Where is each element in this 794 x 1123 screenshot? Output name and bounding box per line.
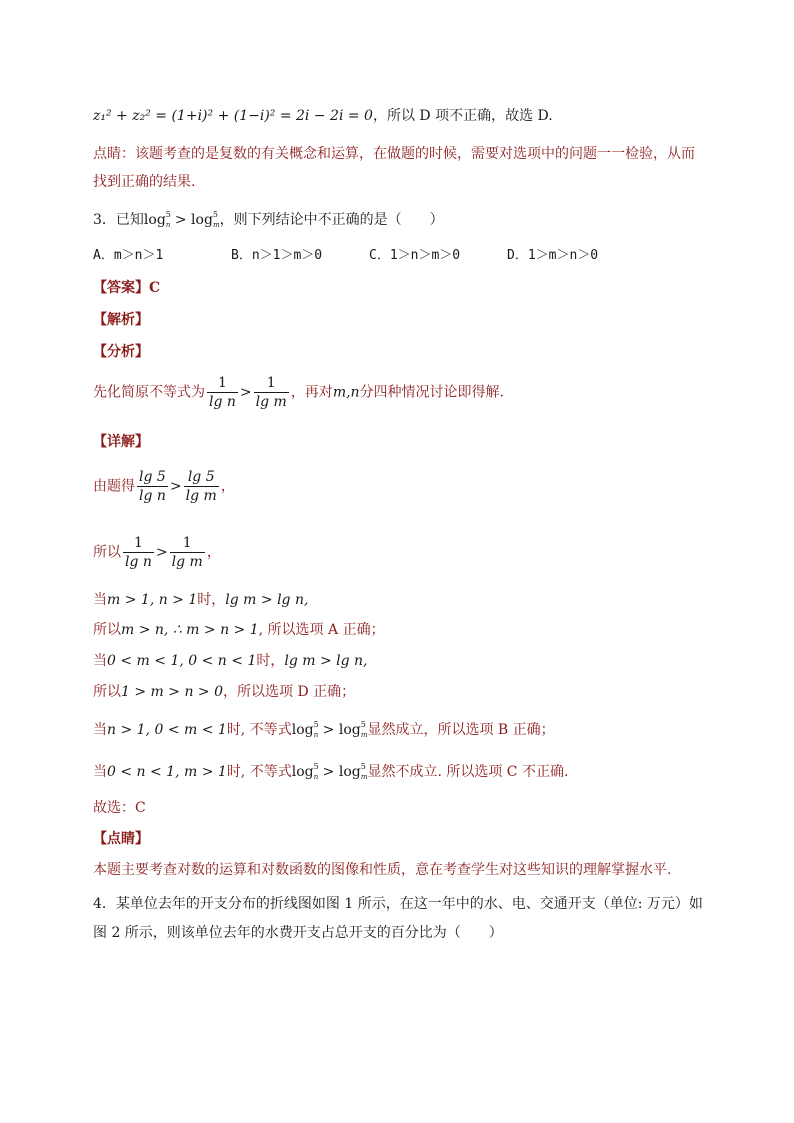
d8-log-m: $\log^5_m$ bbox=[338, 762, 368, 781]
gt-sign: > bbox=[239, 384, 252, 401]
d6-res: 1 > m > n > 0 bbox=[121, 684, 223, 700]
d6-prefix: 所以 bbox=[93, 684, 121, 700]
d3-cond: m > 1, n > 1 bbox=[107, 592, 198, 608]
d1-gt: > bbox=[169, 478, 182, 495]
d8-log-n: $\log^5_n$ bbox=[291, 762, 319, 781]
detail-7 bbox=[93, 720, 555, 742]
q4-line-2: 图 2 所示，则该单位去年的水费开支占总开支的百分比为（ ） bbox=[93, 925, 503, 941]
d3-prefix: 当 bbox=[93, 592, 107, 608]
d5-shi: 时， bbox=[256, 653, 285, 669]
xiangjie-label: 【详解】 bbox=[93, 434, 149, 450]
option-d: D．1＞m＞n＞0 bbox=[507, 248, 599, 263]
fraction-lg5-over-lgn: $\frac{\lg 5}{\text{lg n}}$ bbox=[139, 469, 166, 504]
detail-5 bbox=[93, 651, 368, 671]
d8-cond: 0 < n < 1, m > 1 bbox=[107, 764, 227, 780]
d4-res: m > n, ∴ m > n > 1 bbox=[121, 622, 259, 638]
detail-8 bbox=[93, 762, 568, 784]
detail-2 bbox=[93, 534, 221, 571]
d7-shi: 时, 不等式 bbox=[226, 722, 292, 738]
fenxi-text bbox=[93, 374, 504, 411]
option-a: A．m＞n＞1 bbox=[93, 248, 164, 263]
d7-suffix: 显然成立，所以选项 B 正确； bbox=[367, 722, 555, 738]
fraction-lg5-over-lgm: $\frac{\lg 5}{\text{lg m}}$ bbox=[185, 469, 217, 504]
d7-log-m: $\log^5_m$ bbox=[338, 720, 368, 739]
d8-prefix: 当 bbox=[93, 764, 107, 780]
d7-cond: n > 1, 0 < m < 1 bbox=[107, 722, 227, 738]
d4-suffix: , 所以选项 A 正确； bbox=[258, 622, 385, 638]
d2-suffix: ， bbox=[206, 544, 221, 561]
fenxi-label: 【分析】 bbox=[93, 344, 149, 360]
dianjing-line-1: 点睛：该题考查的是复数的有关概念和运算，在做题的时候，需要对选项中的问题一一检验，从而 bbox=[93, 146, 695, 162]
q3-suffix: ，则下列结论中不正确的是（ ） bbox=[219, 212, 444, 228]
fraction-1-over-lgn: $\frac{1}{\text{lg n}}$ bbox=[209, 375, 236, 410]
d5-res: lg m > lg n, bbox=[284, 653, 368, 669]
question-3 bbox=[93, 210, 444, 232]
q3-gt: > bbox=[174, 212, 187, 228]
fenxi-vars: m,n bbox=[332, 384, 360, 401]
d7-log-n: $\log^5_n$ bbox=[291, 720, 319, 739]
fraction-d2-right: $\frac{1}{\text{lg m}}$ bbox=[171, 535, 203, 570]
d4-prefix: 所以 bbox=[93, 622, 121, 638]
fraction-d2-left: $\frac{1}{\text{lg n}}$ bbox=[125, 535, 152, 570]
dianjing2-text: 本题主要考查对数的运算和对数函数的图像和性质，意在考查学生对这些知识的理解掌握水平. bbox=[93, 862, 672, 878]
z-equation: z₁² + z₂² = (1+i)² + (1−i)² = 2i − 2i = 0 bbox=[93, 108, 373, 124]
d3-res: lg m > lg n, bbox=[225, 592, 309, 608]
detail-3 bbox=[93, 590, 308, 610]
d6-suffix: ，所以选项 D 正确； bbox=[223, 684, 356, 700]
fenxi-prefix: 先化简原不等式为 bbox=[93, 384, 205, 401]
q3-log-m: $\log^5_m$ bbox=[191, 210, 220, 229]
fenxi-mid: ，再对 bbox=[290, 384, 333, 401]
option-b: B．n＞1＞m＞0 bbox=[231, 248, 323, 263]
option-c: C．1＞n＞m＞0 bbox=[369, 248, 461, 263]
d2-gt: > bbox=[155, 544, 168, 561]
q3-prefix: 3．已知 bbox=[93, 212, 144, 228]
answer-label: 【答案】C bbox=[93, 280, 161, 296]
d8-gt: > bbox=[318, 764, 339, 780]
detail-6 bbox=[93, 682, 355, 702]
fenxi-suffix: 分四种情况讨论即得解. bbox=[359, 384, 505, 401]
d5-cond: 0 < m < 1, 0 < n < 1 bbox=[107, 653, 257, 669]
q3-log-n: $\log^5_n$ bbox=[143, 210, 171, 229]
d1-suffix: ， bbox=[220, 478, 235, 495]
guxuan: 故选：C bbox=[93, 800, 146, 816]
q3-options bbox=[93, 246, 598, 266]
fraction-1-over-lgm: $\frac{1}{\text{lg m}}$ bbox=[255, 375, 287, 410]
d8-suffix: 显然不成立. 所以选项 C 不正确. bbox=[367, 764, 569, 780]
d3-shi: 时， bbox=[197, 592, 226, 608]
d5-prefix: 当 bbox=[93, 653, 107, 669]
d1-prefix: 由题得 bbox=[93, 478, 135, 495]
q4-line-1: 4．某单位去年的开支分布的折线图如图 1 所示，在这一年中的水、电、交通开支（单位: 万元）如 bbox=[93, 896, 703, 912]
d7-prefix: 当 bbox=[93, 722, 107, 738]
jiexi-label: 【解析】 bbox=[93, 312, 149, 328]
dianjing-line-2: 找到正确的结果. bbox=[93, 174, 196, 190]
d8-shi: 时, 不等式 bbox=[226, 764, 292, 780]
line-z-equation bbox=[93, 106, 553, 126]
detail-1 bbox=[93, 468, 235, 505]
dianjing2-label: 【点睛】 bbox=[93, 831, 149, 847]
z-equation-conclusion: ，所以 D 项不正确，故选 D. bbox=[372, 108, 553, 124]
d2-prefix: 所以 bbox=[93, 544, 121, 561]
detail-4 bbox=[93, 620, 385, 640]
d7-gt: > bbox=[318, 722, 339, 738]
